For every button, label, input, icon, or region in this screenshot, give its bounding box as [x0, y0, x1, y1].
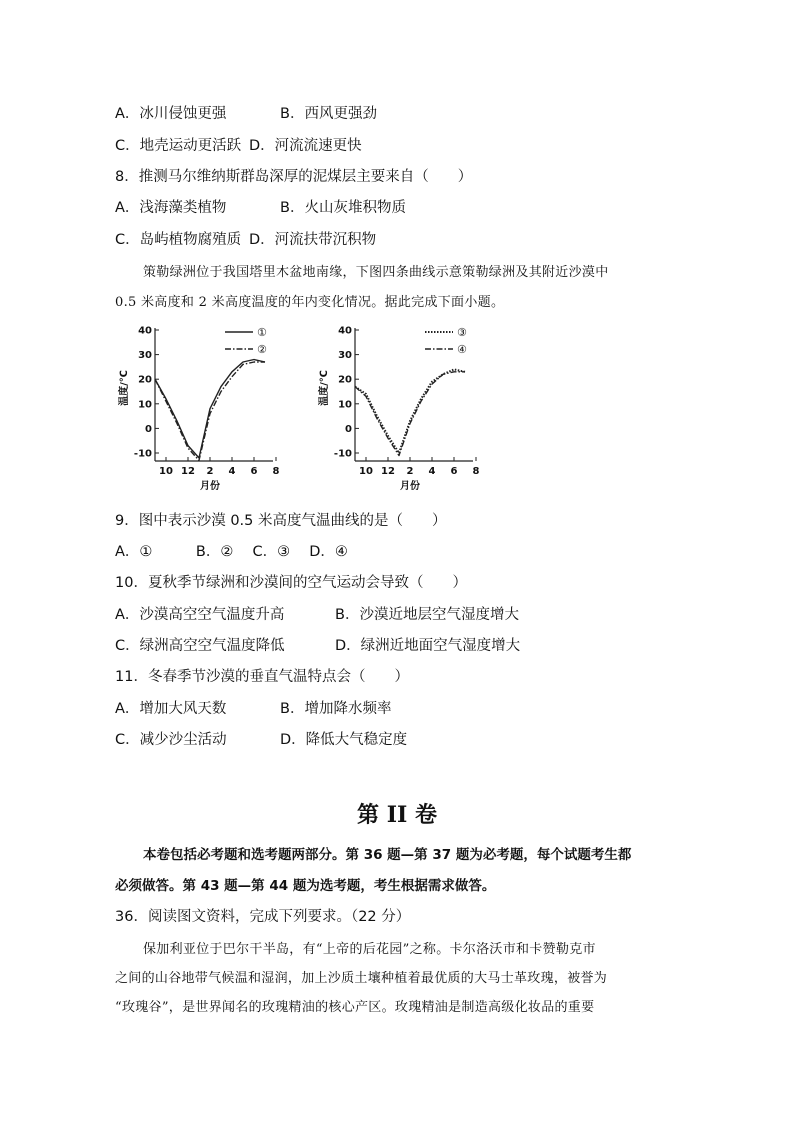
chart-y-tick-label: 0 — [345, 423, 352, 435]
q8-option-d: D．河流扶带沉积物 — [249, 232, 377, 248]
chart-x-tick-label: 12 — [381, 466, 395, 477]
chart-y-tick-label: -10 — [133, 448, 152, 460]
q7-option-b: B．西风更强劲 — [280, 106, 377, 122]
passage-line2: 0.5 米高度和 2 米高度温度的年内变化情况。据此完成下面小题。 — [115, 295, 505, 310]
chart-legend-label: ④ — [457, 343, 467, 356]
chart-series-line — [355, 372, 465, 456]
temperature-charts — [0, 318, 794, 508]
q7-options-row1 — [115, 102, 377, 123]
q8-options-row2 — [115, 228, 376, 249]
q10-option-d: D．绿洲近地面空气湿度增大 — [335, 638, 521, 654]
q8-option-b: B．火山灰堆积物质 — [280, 200, 406, 216]
q7-option-c: C．地壳运动更活跃 — [115, 138, 242, 154]
chart-y-tick-label: 10 — [338, 399, 352, 411]
passage-line1: 策勒绿洲位于我国塔里木盆地南缘，下图四条曲线示意策勒绿洲及其附近沙漠中 — [143, 265, 609, 280]
chart-y-tick-label: 40 — [138, 325, 152, 337]
q10-options-row2 — [115, 634, 520, 655]
chart-legend-label: ② — [257, 343, 267, 356]
chart-y-label: 温度/℃ — [319, 370, 330, 406]
q11-option-a: A．增加大风天数 — [115, 701, 227, 717]
chart-y-tick-label: 0 — [145, 423, 152, 435]
chart-x-label: 月份 — [200, 481, 220, 492]
q11-option-d: D．降低大气稳定度 — [280, 732, 408, 748]
q7-option-d: D．河流流速更快 — [249, 138, 362, 154]
q36-line2: 之间的山谷地带气候温和湿润，加上沙质土壤种植着最优质的大马士革玫瑰，被誉为 — [115, 971, 608, 986]
chart-x-tick-label: 6 — [250, 466, 258, 477]
chart-y-tick-label: -10 — [333, 448, 352, 460]
q8-stem: 8．推测马尔维纳斯群岛深厚的泥煤层主要来自（ ） — [115, 169, 473, 185]
q7-option-a: A．冰川侵蚀更强 — [115, 106, 227, 122]
chart-x-tick-label: 10 — [359, 466, 373, 477]
chart-y-tick-label: 30 — [338, 350, 352, 362]
section-title: 第 II 卷 — [357, 802, 437, 828]
chart-x-tick-label: 4 — [428, 466, 436, 477]
q11-options-row1 — [115, 697, 391, 718]
section-intro-line2: 必须做答。第 43 题—第 44 题为选考题，考生根据需求做答。 — [115, 878, 496, 894]
chart-x-tick-label: 12 — [181, 466, 195, 477]
q11-option-b: B．增加降水频率 — [280, 701, 392, 717]
chart-y-tick-label: 20 — [138, 374, 152, 386]
q10-options-row1 — [115, 603, 519, 624]
chart-y-tick-label: 30 — [138, 350, 152, 362]
chart-x-tick-label: 8 — [272, 466, 280, 477]
q10-stem: 10．夏秋季节绿洲和沙漠间的空气运动会导致（ ） — [115, 575, 467, 591]
chart-y-tick-label: 20 — [338, 374, 352, 386]
q8-options-row1 — [115, 196, 406, 217]
chart-y-label: 温度/℃ — [119, 370, 130, 406]
chart-x-tick-label: 10 — [159, 466, 173, 477]
q36-line1: 保加利亚位于巴尔干半岛，有“上帝的后花园”之称。卡尔洛沃市和卡赞勒克市 — [143, 942, 596, 957]
q7-options-row2 — [115, 134, 362, 155]
q10-option-c: C．绿洲高空空气温度降低 — [115, 638, 285, 654]
q8-option-c: C．岛屿植物腐殖质 — [115, 232, 242, 248]
q10-option-b: B．沙漠近地层空气湿度增大 — [335, 607, 519, 623]
q11-options-row2 — [115, 728, 407, 749]
q36-line3: “玫瑰谷”，是世界闻名的玫瑰精油的核心产区。玫瑰精油是制造高级化妆品的重要 — [115, 1000, 595, 1015]
q9-options: A．① B．② C．③ D．④ — [115, 544, 348, 560]
chart-y-tick-label: 10 — [138, 399, 152, 411]
chart-x-tick-label: 2 — [406, 466, 414, 477]
q10-option-a: A．沙漠高空空气温度升高 — [115, 607, 285, 623]
q11-stem: 11．冬春季节沙漠的垂直气温特点会（ ） — [115, 669, 409, 685]
chart-series-line — [355, 369, 465, 453]
chart-x-tick-label: 2 — [206, 466, 214, 477]
chart-legend-label: ① — [257, 326, 267, 339]
q11-option-c: C．减少沙尘活动 — [115, 732, 227, 748]
chart-x-tick-label: 6 — [450, 466, 458, 477]
chart-legend-label: ③ — [457, 326, 467, 339]
section-intro-line1: 本卷包括必考题和选考题两部分。第 36 题—第 37 题为必考题，每个试题考生都 — [143, 847, 632, 863]
chart-x-tick-label: 4 — [228, 466, 236, 477]
q8-option-a: A．浅海藻类植物 — [115, 200, 227, 216]
chart-series-line — [155, 360, 265, 458]
chart-y-tick-label: 40 — [338, 325, 352, 337]
chart-x-tick-label: 8 — [472, 466, 480, 477]
chart-x-label: 月份 — [400, 481, 420, 492]
q9-stem: 9．图中表示沙漠 0.5 米高度气温曲线的是（ ） — [115, 513, 447, 529]
q36-stem: 36．阅读图文资料，完成下列要求。（22 分） — [115, 909, 411, 925]
